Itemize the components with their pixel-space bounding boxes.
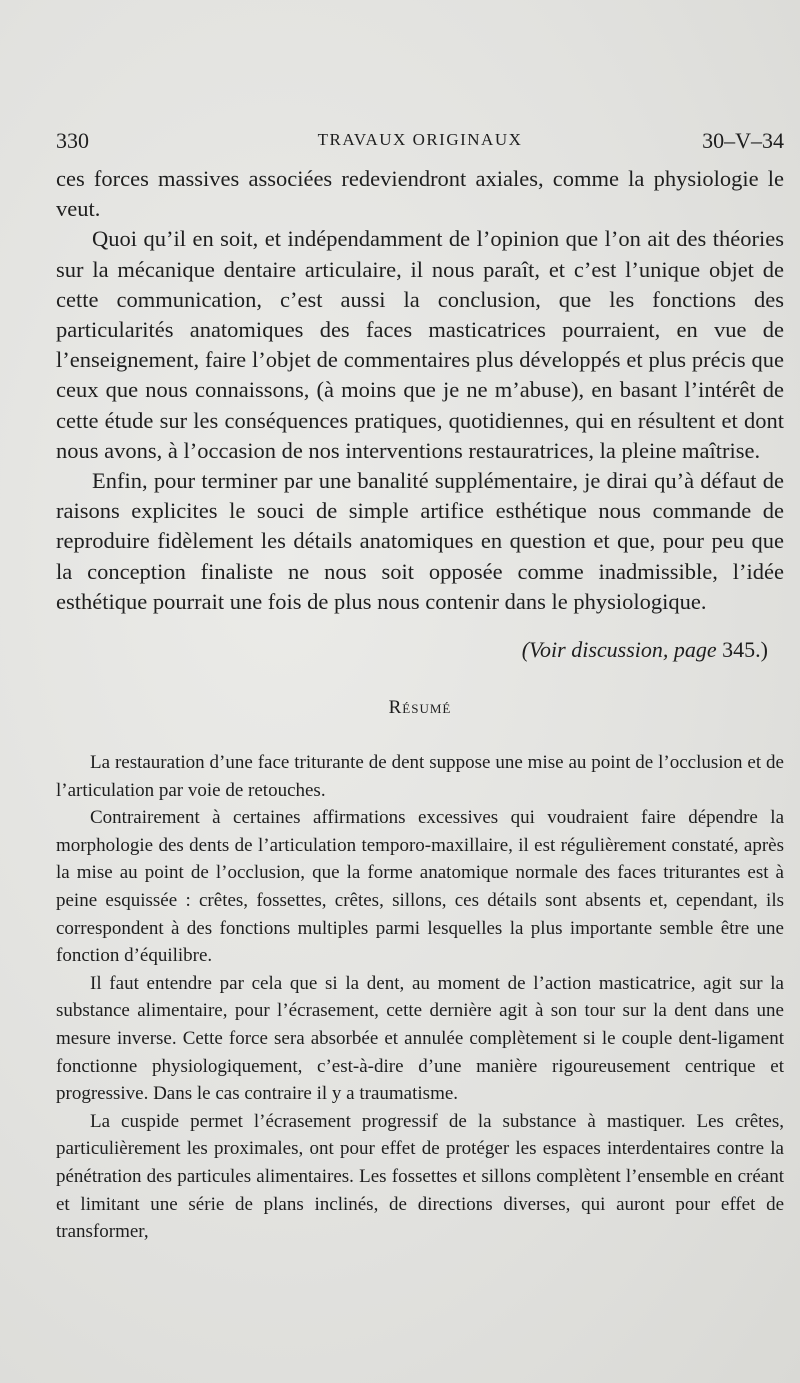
- summary-paragraph: La restauration d’une face triturante de dent suppose une mise au point de l’occlusion et de l’articulation par voie de retouches.: [56, 752, 784, 801]
- book-page: [56, 128, 784, 1246]
- running-header: [56, 128, 784, 164]
- summary-paragraph: Il faut entendre par cela que si la dent, au moment de l’action masticatrice, agit sur la substance alimentaire, pour l’écrasement, cette dernière agit à son tour sur la dent dans une mesure inverse. Cette force sera absorbée et annulée complètement si le couple dent-ligament fonctionne physiologiquement, c’est-à-dire d’une manière rigoureusement centrique et progressive. Dans le cas contraire il y a traumatisme.: [56, 972, 784, 1105]
- section-title: Résumé: [388, 697, 452, 719]
- issue-date: 30–V–34: [702, 128, 784, 153]
- summary-paragraph: La cuspide permet l’écrasement progressif de la substance à mastiquer. Les crêtes, particulièrement les proximales, ont pour effet de protéger les espaces interdentaires contre la pénétration des particules alimentaires. Les fossettes et sillons complètent l’ensemble en créant et limitant une série de plans inclinés, de directions diverses, qui auront pour effet de transformer,: [56, 1110, 784, 1243]
- citation-text: (Voir discussion, page: [521, 637, 723, 663]
- page-number: 330: [56, 128, 89, 153]
- main-text: [56, 164, 784, 617]
- paragraph: Quoi qu’il en soit, et indépendamment de l’opinion que l’on ait des théories sur la mécanique dentaire articulaire, il nous paraît, et c’est l’unique objet de cette communication, c’est aussi la conclusion, que les fonctions des particularités anatomiques des faces masticatrices pourraient, en vue de l’enseignement, faire l’objet de commentaires plus développés et plus précis que ceux que nous connaissons, (à moins que je ne m’abuse), en basant l’intérêt de cette étude sur les conséquences pratiques, quotidiennes, qui en résultent et dont nous avons, à l’occasion de nos interventions restauratrices, la pleine maîtrise.: [56, 226, 784, 463]
- summary-paragraph: Contrairement à certaines affirmations excessives qui voudraient faire dépendre la morphologie des dents de l’articulation temporo-maxillaire, il est régulièrement constaté, après la mise au point de l’occlusion, que la forme anatomique normale des faces triturantes est à peine esquissée : crêtes, fossettes, crêtes, sillons, ces détails sont absents et, cependant, ils correspondent à des fonctions multiples parmi lesquelles la plus importante semble être une fonction d’équilibre.: [56, 807, 784, 967]
- citation-page: 345.): [722, 637, 768, 663]
- discussion-reference: [56, 637, 784, 663]
- paragraph: ces forces massives associées redeviendront axiales, comme la physiologie le veut.: [56, 166, 784, 222]
- summary-text: [56, 749, 784, 1246]
- paragraph: Enfin, pour terminer par une banalité supplémentaire, je dirai qu’à défaut de raisons explicites le souci de simple artifice esthétique nous commande de reproduire fidèlement les détails anatomiques en question et que, pour peu que la conception finaliste ne nous soit opposée comme inadmissible, l’idée esthétique pourrait une fois de plus nous contenir dans le physiologique.: [56, 468, 784, 614]
- running-title: TRAVAUX ORIGINAUX: [317, 130, 523, 149]
